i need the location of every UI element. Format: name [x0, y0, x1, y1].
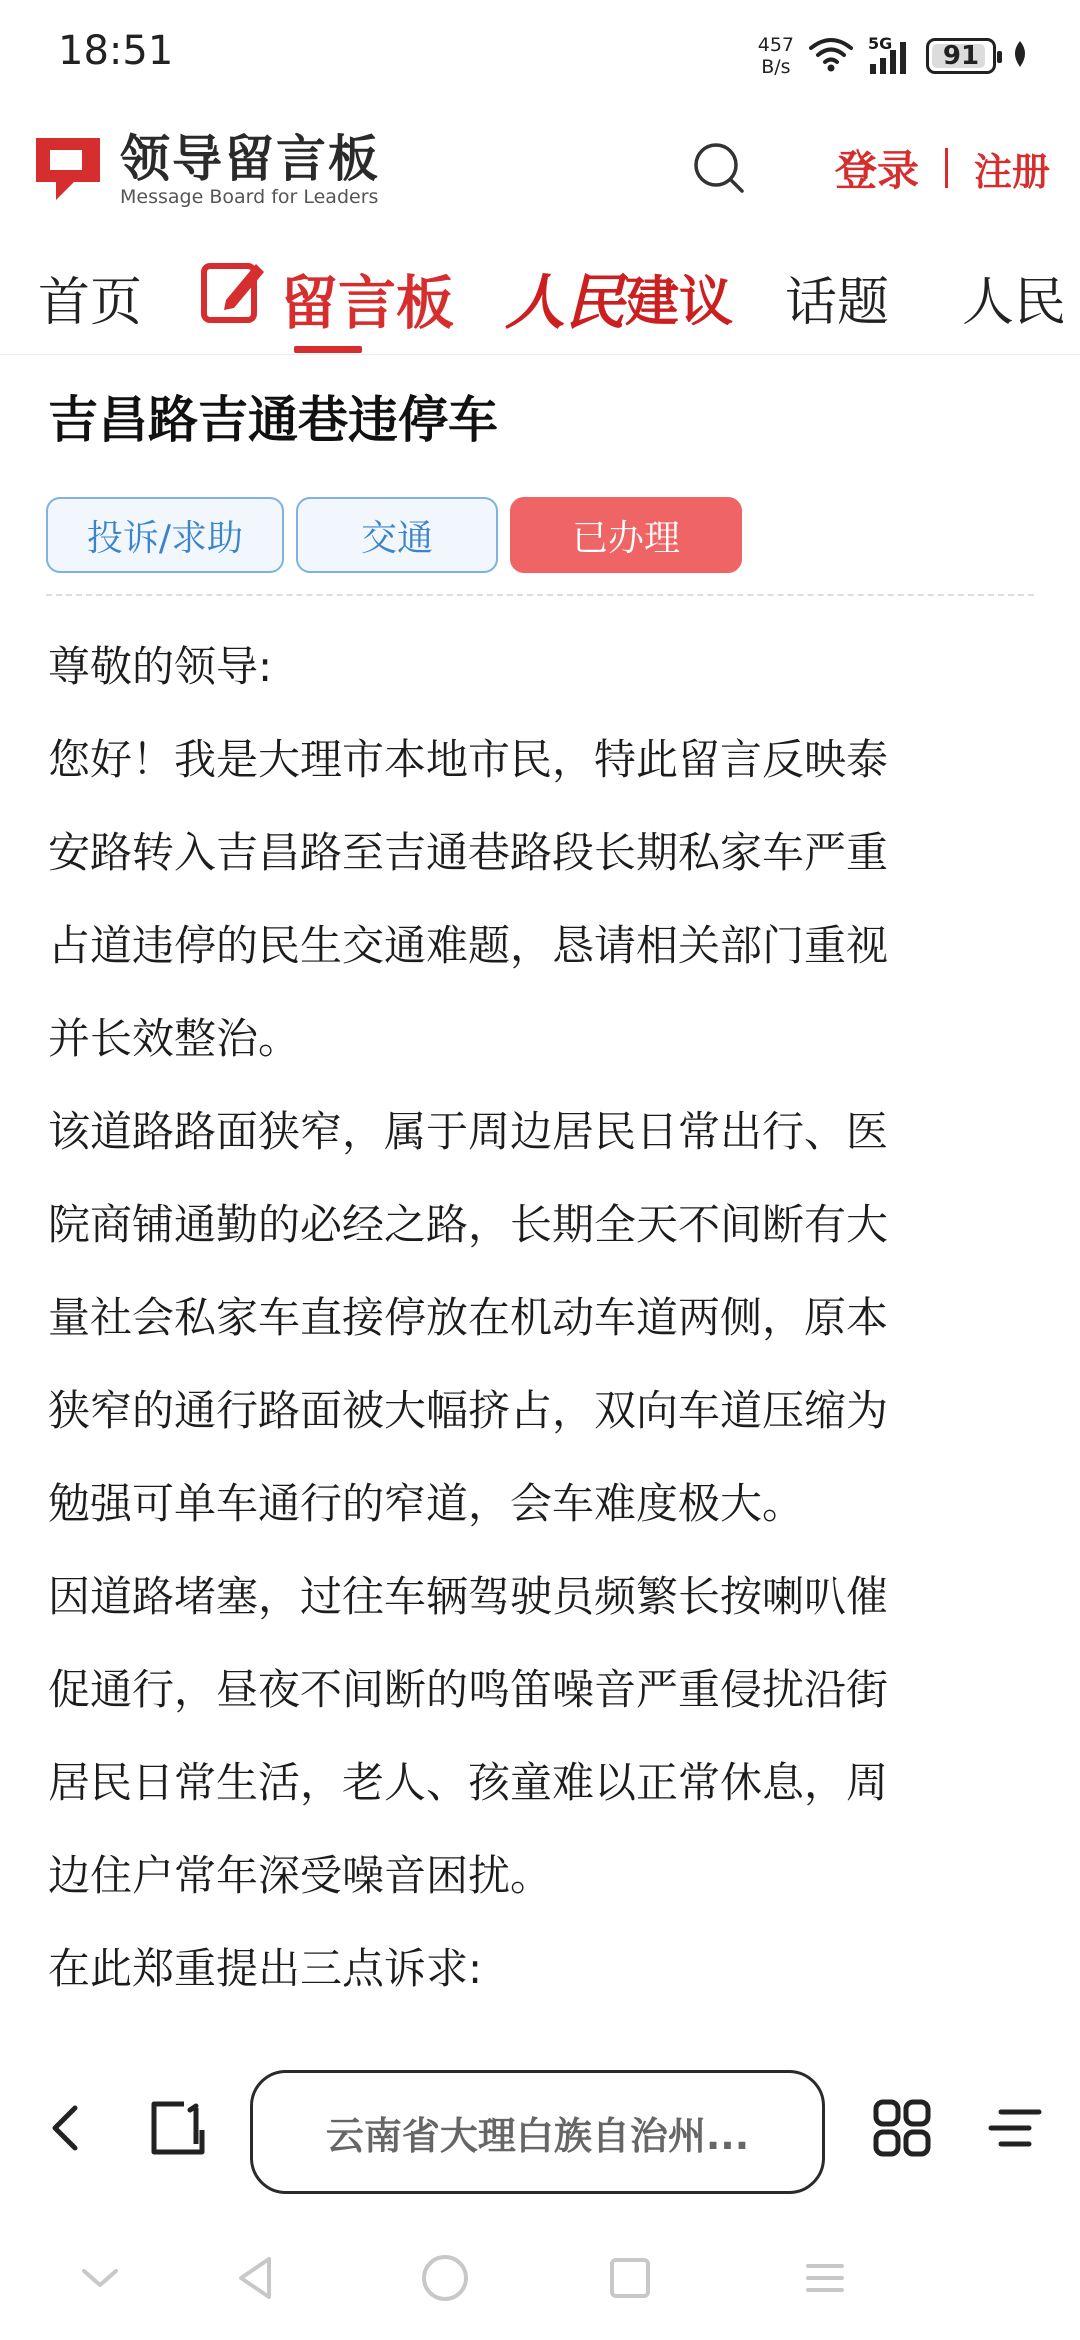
body-line: 您好！我是大理市本地市民，特此留言反映泰 — [48, 735, 889, 784]
tab-topics-label: 话题 — [785, 273, 890, 333]
net-speed — [758, 34, 794, 78]
net-speed-value: 457 — [757, 34, 794, 56]
body-line: 院商铺通勤的必经之路，长期全天不间断有大 — [48, 1200, 889, 1249]
logo-en: Message Board for Leaders — [120, 186, 379, 208]
body-line: 在此郑重提出三点诉求: — [48, 1944, 483, 1993]
tab-people-label: 人民 — [962, 273, 1067, 333]
tab-home[interactable] — [38, 240, 142, 355]
body-line: 因道路堵塞，过往车辆驾驶员频繁长按喇叭催 — [48, 1572, 889, 1621]
body-line: 并长效整治。 — [48, 1014, 301, 1063]
tab-topics[interactable] — [785, 240, 889, 355]
search-icon — [690, 139, 746, 199]
apps-icon — [870, 2096, 934, 2164]
body-line: 边住户常年深受噪音困扰。 — [48, 1851, 553, 1900]
body-line: 促通行，昼夜不间断的鸣笛噪音严重侵扰沿街 — [48, 1665, 889, 1714]
divider — [46, 594, 1034, 596]
signal-icon — [868, 36, 912, 76]
body-line: 该道路路面狭窄，属于周边居民日常出行、医 — [48, 1107, 889, 1156]
back-triangle-icon — [233, 2253, 277, 2307]
body-line: 居民日常生活，老人、孩童难以正常休息，周 — [48, 1758, 889, 1807]
menu-button[interactable] — [975, 2090, 1055, 2170]
tab-suggestion-script: 人民 — [505, 267, 625, 338]
apps-button[interactable] — [862, 2090, 942, 2170]
collapse-button[interactable] — [65, 2245, 135, 2315]
collapse-icon — [78, 2263, 122, 2297]
auth-links — [835, 138, 1050, 198]
body-line: 安路转入吉昌路至吉通巷路段长期私家车严重 — [48, 828, 889, 877]
toolbox-button[interactable] — [790, 2245, 860, 2315]
tabs-icon — [146, 2096, 210, 2164]
address-text: 云南省大理白族自治州... — [325, 2113, 750, 2158]
message-body — [48, 620, 1048, 2015]
logo-text — [120, 132, 380, 208]
battery-level: 91 — [942, 41, 980, 71]
system-home-button[interactable] — [410, 2245, 480, 2315]
tab-message-board-label: 留言板 — [280, 268, 455, 337]
body-line: 狭窄的通行路面被大幅挤占，双向车道压缩为 — [48, 1386, 889, 1435]
status-icons — [758, 26, 1030, 86]
edit-icon — [198, 256, 268, 340]
tab-home-label: 首页 — [38, 273, 143, 333]
logo-cn: 领导留言板 — [120, 130, 380, 188]
tag-field[interactable]: 交通 — [296, 497, 498, 573]
wifi-icon — [808, 36, 854, 76]
system-recents-button[interactable] — [595, 2245, 665, 2315]
logo-icon — [30, 130, 106, 210]
tab-message-board[interactable] — [198, 240, 454, 355]
nav-tabs — [0, 240, 1080, 355]
login-link[interactable]: 登录 — [834, 146, 919, 195]
site-header — [0, 110, 1080, 240]
address-bar[interactable] — [250, 2070, 825, 2194]
register-link[interactable]: 注册 — [973, 149, 1050, 194]
message-title: 吉昌路吉通巷违停车 — [48, 391, 498, 449]
status-bar — [0, 0, 1080, 110]
toolbox-icon — [800, 2256, 850, 2304]
body-line: 量社会私家车直接停放在机动车道两侧，原本 — [48, 1293, 889, 1342]
search-button[interactable] — [685, 136, 751, 202]
site-logo[interactable] — [30, 130, 380, 210]
back-icon — [45, 2100, 85, 2160]
active-tab-indicator — [294, 346, 362, 353]
tag-category[interactable]: 投诉/求助 — [46, 497, 284, 573]
status-time: 18:51 — [58, 28, 174, 74]
battery-indicator — [926, 38, 996, 74]
tab-suggestion-label: 建议 — [625, 270, 733, 333]
network-type: 5G — [868, 34, 893, 53]
body-line: 勉强可单车通行的窄道，会车难度极大。 — [48, 1479, 805, 1528]
system-back-button[interactable] — [220, 2245, 290, 2315]
net-speed-unit: B/s — [761, 56, 791, 78]
menu-icon — [985, 2098, 1045, 2162]
leaf-icon — [1010, 39, 1030, 73]
browser-toolbar — [0, 2050, 1080, 2215]
auth-divider — [945, 148, 948, 188]
system-nav-bar — [0, 2215, 1080, 2340]
body-line: 尊敬的领导: — [48, 642, 273, 691]
home-circle-icon — [419, 2252, 471, 2308]
status-badge: 已办理 — [510, 497, 742, 573]
recents-square-icon — [606, 2254, 654, 2306]
tab-people[interactable] — [962, 240, 1066, 355]
tabs-button[interactable] — [138, 2090, 218, 2170]
body-line: 占道违停的民生交通难题，恳请相关部门重视 — [48, 921, 889, 970]
tab-people-suggestion[interactable] — [505, 240, 733, 355]
message-tags — [46, 497, 742, 573]
back-button[interactable] — [30, 2090, 100, 2170]
